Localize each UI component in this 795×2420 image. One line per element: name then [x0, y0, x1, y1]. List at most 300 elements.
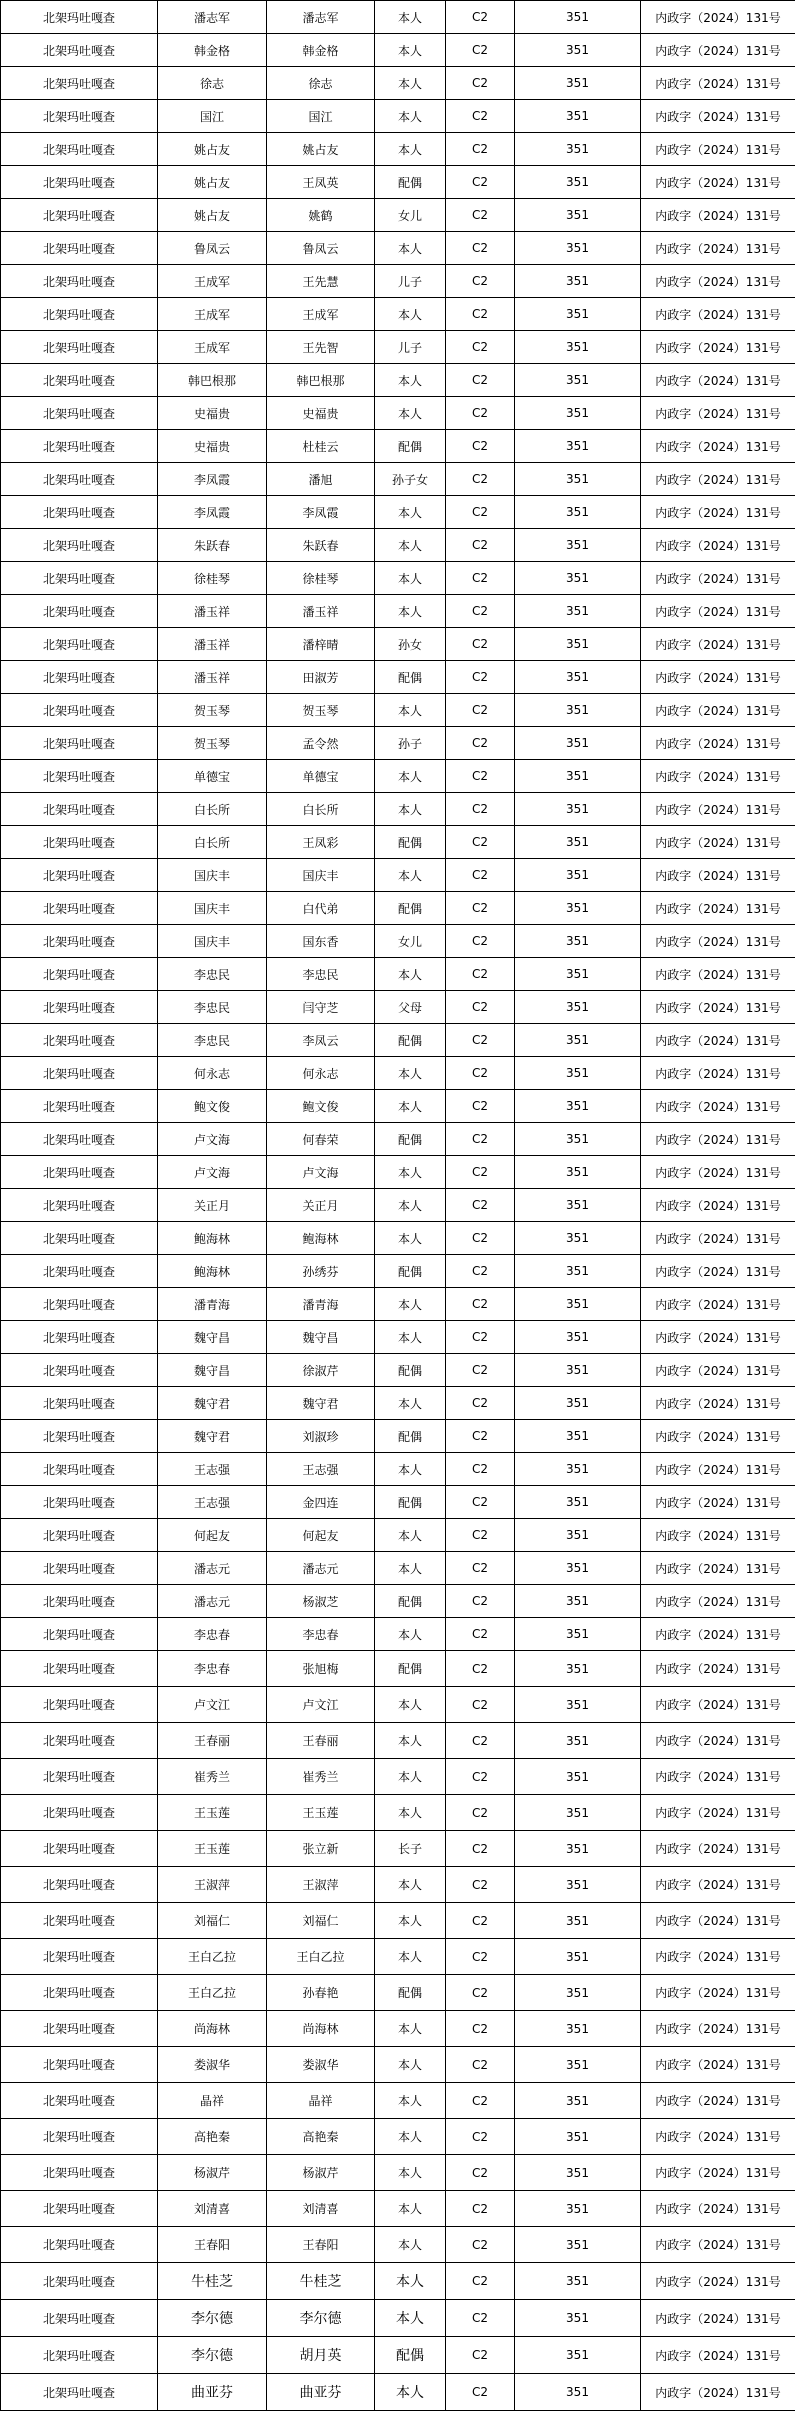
license-class-cell: C2	[446, 1, 515, 34]
member-name-cell: 潘青海	[267, 1288, 375, 1321]
table-row	[1, 595, 795, 628]
table-row	[1, 2083, 795, 2119]
household-head-cell: 李忠民	[158, 991, 267, 1024]
amount-cell: 351	[515, 1387, 641, 1420]
village-cell: 北架玛吐嘎查	[1, 463, 158, 496]
relation-cell: 本人	[375, 1387, 446, 1420]
amount-cell: 351	[515, 2374, 641, 2411]
relation-cell: 配偶	[375, 1420, 446, 1453]
relation-cell: 儿子	[375, 265, 446, 298]
household-head-cell: 潘玉祥	[158, 595, 267, 628]
license-class-cell: C2	[446, 1156, 515, 1189]
member-name-cell: 卢文江	[267, 1687, 375, 1723]
amount-cell: 351	[515, 1156, 641, 1189]
village-cell: 北架玛吐嘎查	[1, 628, 158, 661]
household-head-cell: 杨淑芹	[158, 2155, 267, 2191]
license-class-cell: C2	[446, 397, 515, 430]
member-name-cell: 闫守芝	[267, 991, 375, 1024]
table-row	[1, 1519, 795, 1552]
license-class-cell: C2	[446, 2119, 515, 2155]
amount-cell: 351	[515, 826, 641, 859]
document-number-cell: 内政字（2024）131号	[641, 2119, 795, 2155]
household-head-cell: 王玉莲	[158, 1831, 267, 1867]
amount-cell: 351	[515, 1222, 641, 1255]
household-head-cell: 李凤霞	[158, 496, 267, 529]
member-name-cell: 国庆丰	[267, 859, 375, 892]
relation-cell: 本人	[375, 232, 446, 265]
household-head-cell: 娄淑华	[158, 2047, 267, 2083]
table-row	[1, 1831, 795, 1867]
amount-cell: 351	[515, 1354, 641, 1387]
relation-cell: 儿子	[375, 331, 446, 364]
relation-cell: 本人	[375, 1618, 446, 1651]
table-row	[1, 1903, 795, 1939]
table-row	[1, 2155, 795, 2191]
household-head-cell: 史福贵	[158, 430, 267, 463]
license-class-cell: C2	[446, 1831, 515, 1867]
member-name-cell: 张旭梅	[267, 1651, 375, 1687]
table-row	[1, 1723, 795, 1759]
amount-cell: 351	[515, 1288, 641, 1321]
relation-cell: 本人	[375, 1288, 446, 1321]
table-row	[1, 364, 795, 397]
amount-cell: 351	[515, 1585, 641, 1618]
table-row	[1, 2263, 795, 2300]
amount-cell: 351	[515, 1057, 641, 1090]
table-row	[1, 1, 795, 34]
license-class-cell: C2	[446, 2337, 515, 2374]
document-number-cell: 内政字（2024）131号	[641, 1519, 795, 1552]
village-cell: 北架玛吐嘎查	[1, 1453, 158, 1486]
table-row	[1, 1123, 795, 1156]
amount-cell: 351	[515, 1519, 641, 1552]
relation-cell: 女儿	[375, 199, 446, 232]
document-number-cell: 内政字（2024）131号	[641, 1156, 795, 1189]
member-name-cell: 鲁凤云	[267, 232, 375, 265]
village-cell: 北架玛吐嘎查	[1, 727, 158, 760]
license-class-cell: C2	[446, 199, 515, 232]
village-cell: 北架玛吐嘎查	[1, 232, 158, 265]
member-name-cell: 国江	[267, 100, 375, 133]
household-head-cell: 鲁凤云	[158, 232, 267, 265]
license-class-cell: C2	[446, 1453, 515, 1486]
relation-cell: 配偶	[375, 1651, 446, 1687]
document-number-cell: 内政字（2024）131号	[641, 331, 795, 364]
license-class-cell: C2	[446, 2374, 515, 2411]
table-row	[1, 1354, 795, 1387]
member-name-cell: 潘志元	[267, 1552, 375, 1585]
household-head-cell: 贺玉琴	[158, 727, 267, 760]
member-name-cell: 刘淑珍	[267, 1420, 375, 1453]
village-cell: 北架玛吐嘎查	[1, 793, 158, 826]
household-head-cell: 高艳秦	[158, 2119, 267, 2155]
amount-cell: 351	[515, 1795, 641, 1831]
table-row	[1, 199, 795, 232]
amount-cell: 351	[515, 1189, 641, 1222]
household-head-cell: 潘玉祥	[158, 628, 267, 661]
amount-cell: 351	[515, 232, 641, 265]
table-row	[1, 232, 795, 265]
document-number-cell: 内政字（2024）131号	[641, 1354, 795, 1387]
household-head-cell: 李忠民	[158, 958, 267, 991]
member-name-cell: 王淑萍	[267, 1867, 375, 1903]
member-name-cell: 鲍文俊	[267, 1090, 375, 1123]
document-number-cell: 内政字（2024）131号	[641, 2011, 795, 2047]
household-head-cell: 魏守昌	[158, 1321, 267, 1354]
amount-cell: 351	[515, 1090, 641, 1123]
amount-cell: 351	[515, 34, 641, 67]
relation-cell: 本人	[375, 562, 446, 595]
table-row	[1, 826, 795, 859]
member-name-cell: 潘玉祥	[267, 595, 375, 628]
household-head-cell: 鲍海林	[158, 1222, 267, 1255]
document-number-cell: 内政字（2024）131号	[641, 793, 795, 826]
household-head-cell: 牛桂芝	[158, 2263, 267, 2300]
relation-cell: 本人	[375, 793, 446, 826]
relation-cell: 本人	[375, 100, 446, 133]
license-class-cell: C2	[446, 1795, 515, 1831]
license-class-cell: C2	[446, 1090, 515, 1123]
license-class-cell: C2	[446, 628, 515, 661]
household-head-cell: 鲍文俊	[158, 1090, 267, 1123]
table-row	[1, 67, 795, 100]
member-name-cell: 孙春艳	[267, 1975, 375, 2011]
relation-cell: 本人	[375, 1687, 446, 1723]
license-class-cell: C2	[446, 1387, 515, 1420]
household-head-cell: 贺玉琴	[158, 694, 267, 727]
village-cell: 北架玛吐嘎查	[1, 298, 158, 331]
village-cell: 北架玛吐嘎查	[1, 1, 158, 34]
household-head-cell: 王春丽	[158, 1723, 267, 1759]
license-class-cell: C2	[446, 925, 515, 958]
member-name-cell: 单德宝	[267, 760, 375, 793]
member-name-cell: 姚占友	[267, 133, 375, 166]
license-class-cell: C2	[446, 298, 515, 331]
document-number-cell: 内政字（2024）131号	[641, 1123, 795, 1156]
relation-cell: 本人	[375, 2263, 446, 2300]
document-number-cell: 内政字（2024）131号	[641, 1288, 795, 1321]
village-cell: 北架玛吐嘎查	[1, 397, 158, 430]
table-row	[1, 2337, 795, 2374]
table-row	[1, 2227, 795, 2263]
amount-cell: 351	[515, 661, 641, 694]
document-number-cell: 内政字（2024）131号	[641, 661, 795, 694]
member-name-cell: 胡月英	[267, 2337, 375, 2374]
member-name-cell: 刘清喜	[267, 2191, 375, 2227]
household-head-cell: 卢文江	[158, 1687, 267, 1723]
member-name-cell: 姚鹤	[267, 199, 375, 232]
village-cell: 北架玛吐嘎查	[1, 1057, 158, 1090]
relation-cell: 本人	[375, 595, 446, 628]
village-cell: 北架玛吐嘎查	[1, 100, 158, 133]
member-name-cell: 何起友	[267, 1519, 375, 1552]
household-head-cell: 尚海林	[158, 2011, 267, 2047]
document-number-cell: 内政字（2024）131号	[641, 2047, 795, 2083]
member-name-cell: 娄淑华	[267, 2047, 375, 2083]
household-head-cell: 潘志军	[158, 1, 267, 34]
table-row	[1, 2011, 795, 2047]
amount-cell: 351	[515, 1831, 641, 1867]
member-name-cell: 金四连	[267, 1486, 375, 1519]
amount-cell: 351	[515, 760, 641, 793]
license-class-cell: C2	[446, 1552, 515, 1585]
relation-cell: 本人	[375, 1222, 446, 1255]
member-name-cell: 王先慧	[267, 265, 375, 298]
table-row	[1, 1975, 795, 2011]
table-row	[1, 991, 795, 1024]
amount-cell: 351	[515, 991, 641, 1024]
relation-cell: 本人	[375, 496, 446, 529]
relation-cell: 本人	[375, 2191, 446, 2227]
relation-cell: 父母	[375, 991, 446, 1024]
document-number-cell: 内政字（2024）131号	[641, 958, 795, 991]
household-head-cell: 关正月	[158, 1189, 267, 1222]
table-row	[1, 2119, 795, 2155]
household-head-cell: 王淑萍	[158, 1867, 267, 1903]
village-cell: 北架玛吐嘎查	[1, 1156, 158, 1189]
household-head-cell: 李忠春	[158, 1618, 267, 1651]
document-number-cell: 内政字（2024）131号	[641, 925, 795, 958]
table-row	[1, 265, 795, 298]
household-head-cell: 韩金格	[158, 34, 267, 67]
document-number-cell: 内政字（2024）131号	[641, 2374, 795, 2411]
amount-cell: 351	[515, 628, 641, 661]
relation-cell: 配偶	[375, 661, 446, 694]
license-class-cell: C2	[446, 364, 515, 397]
document-number-cell: 内政字（2024）131号	[641, 859, 795, 892]
relation-cell: 本人	[375, 1321, 446, 1354]
license-class-cell: C2	[446, 2047, 515, 2083]
household-head-cell: 卢文海	[158, 1123, 267, 1156]
table-row	[1, 1453, 795, 1486]
member-name-cell: 张立新	[267, 1831, 375, 1867]
document-number-cell: 内政字（2024）131号	[641, 1090, 795, 1123]
village-cell: 北架玛吐嘎查	[1, 1903, 158, 1939]
document-number-cell: 内政字（2024）131号	[641, 1552, 795, 1585]
household-head-cell: 刘福仁	[158, 1903, 267, 1939]
amount-cell: 351	[515, 529, 641, 562]
village-cell: 北架玛吐嘎查	[1, 1585, 158, 1618]
license-class-cell: C2	[446, 67, 515, 100]
member-name-cell: 贺玉琴	[267, 694, 375, 727]
village-cell: 北架玛吐嘎查	[1, 859, 158, 892]
village-cell: 北架玛吐嘎查	[1, 199, 158, 232]
table-row	[1, 562, 795, 595]
document-number-cell: 内政字（2024）131号	[641, 826, 795, 859]
relation-cell: 本人	[375, 1, 446, 34]
table-row	[1, 694, 795, 727]
license-class-cell: C2	[446, 2011, 515, 2047]
table-row	[1, 892, 795, 925]
license-class-cell: C2	[446, 1420, 515, 1453]
license-class-cell: C2	[446, 2227, 515, 2263]
document-number-cell: 内政字（2024）131号	[641, 2227, 795, 2263]
license-class-cell: C2	[446, 1486, 515, 1519]
member-name-cell: 杜桂云	[267, 430, 375, 463]
document-number-cell: 内政字（2024）131号	[641, 1651, 795, 1687]
relation-cell: 本人	[375, 1189, 446, 1222]
member-name-cell: 王凤英	[267, 166, 375, 199]
household-head-cell: 国江	[158, 100, 267, 133]
village-cell: 北架玛吐嘎查	[1, 2011, 158, 2047]
household-head-cell: 魏守君	[158, 1420, 267, 1453]
document-number-cell: 内政字（2024）131号	[641, 100, 795, 133]
document-number-cell: 内政字（2024）131号	[641, 1453, 795, 1486]
document-number-cell: 内政字（2024）131号	[641, 562, 795, 595]
license-class-cell: C2	[446, 1867, 515, 1903]
amount-cell: 351	[515, 298, 641, 331]
amount-cell: 351	[515, 2047, 641, 2083]
license-class-cell: C2	[446, 2263, 515, 2300]
relation-cell: 本人	[375, 1759, 446, 1795]
license-class-cell: C2	[446, 166, 515, 199]
license-class-cell: C2	[446, 232, 515, 265]
table-row	[1, 298, 795, 331]
amount-cell: 351	[515, 1255, 641, 1288]
household-head-cell: 白长所	[158, 793, 267, 826]
license-class-cell: C2	[446, 463, 515, 496]
relation-cell: 本人	[375, 2083, 446, 2119]
relation-cell: 本人	[375, 2011, 446, 2047]
license-class-cell: C2	[446, 1903, 515, 1939]
village-cell: 北架玛吐嘎查	[1, 661, 158, 694]
license-class-cell: C2	[446, 430, 515, 463]
amount-cell: 351	[515, 2300, 641, 2337]
amount-cell: 351	[515, 199, 641, 232]
amount-cell: 351	[515, 1687, 641, 1723]
document-number-cell: 内政字（2024）131号	[641, 2263, 795, 2300]
table-row	[1, 1255, 795, 1288]
amount-cell: 351	[515, 430, 641, 463]
amount-cell: 351	[515, 1651, 641, 1687]
document-number-cell: 内政字（2024）131号	[641, 67, 795, 100]
license-class-cell: C2	[446, 1222, 515, 1255]
amount-cell: 351	[515, 265, 641, 298]
household-head-cell: 何永志	[158, 1057, 267, 1090]
village-cell: 北架玛吐嘎查	[1, 694, 158, 727]
relation-cell: 本人	[375, 2300, 446, 2337]
household-head-cell: 姚占友	[158, 199, 267, 232]
village-cell: 北架玛吐嘎查	[1, 2263, 158, 2300]
table-row	[1, 1687, 795, 1723]
member-name-cell: 李凤云	[267, 1024, 375, 1057]
village-cell: 北架玛吐嘎查	[1, 1387, 158, 1420]
amount-cell: 351	[515, 694, 641, 727]
household-head-cell: 王白乙拉	[158, 1939, 267, 1975]
household-head-cell: 晶祥	[158, 2083, 267, 2119]
village-cell: 北架玛吐嘎查	[1, 1759, 158, 1795]
license-class-cell: C2	[446, 661, 515, 694]
relation-cell: 本人	[375, 529, 446, 562]
household-head-cell: 王志强	[158, 1486, 267, 1519]
document-number-cell: 内政字（2024）131号	[641, 760, 795, 793]
license-class-cell: C2	[446, 265, 515, 298]
relation-cell: 孙子女	[375, 463, 446, 496]
license-class-cell: C2	[446, 1585, 515, 1618]
household-head-cell: 曲亚芬	[158, 2374, 267, 2411]
license-class-cell: C2	[446, 826, 515, 859]
document-number-cell: 内政字（2024）131号	[641, 2083, 795, 2119]
license-class-cell: C2	[446, 958, 515, 991]
relation-cell: 孙子	[375, 727, 446, 760]
license-class-cell: C2	[446, 1687, 515, 1723]
license-class-cell: C2	[446, 1255, 515, 1288]
member-name-cell: 朱跃春	[267, 529, 375, 562]
relation-cell: 本人	[375, 760, 446, 793]
village-cell: 北架玛吐嘎查	[1, 1618, 158, 1651]
table-row	[1, 1618, 795, 1651]
amount-cell: 351	[515, 496, 641, 529]
document-number-cell: 内政字（2024）131号	[641, 364, 795, 397]
relation-cell: 配偶	[375, 1255, 446, 1288]
license-class-cell: C2	[446, 694, 515, 727]
amount-cell: 351	[515, 1759, 641, 1795]
member-name-cell: 鲍海林	[267, 1222, 375, 1255]
relation-cell: 本人	[375, 1867, 446, 1903]
relation-cell: 配偶	[375, 1354, 446, 1387]
table-row	[1, 397, 795, 430]
member-name-cell: 徐志	[267, 67, 375, 100]
amount-cell: 351	[515, 2227, 641, 2263]
table-row	[1, 496, 795, 529]
relation-cell: 本人	[375, 133, 446, 166]
table-row	[1, 1387, 795, 1420]
amount-cell: 351	[515, 1453, 641, 1486]
member-name-cell: 徐桂琴	[267, 562, 375, 595]
household-head-cell: 单德宝	[158, 760, 267, 793]
license-class-cell: C2	[446, 991, 515, 1024]
member-name-cell: 国东香	[267, 925, 375, 958]
member-name-cell: 孟令然	[267, 727, 375, 760]
household-head-cell: 国庆丰	[158, 925, 267, 958]
document-number-cell: 内政字（2024）131号	[641, 628, 795, 661]
license-class-cell: C2	[446, 727, 515, 760]
village-cell: 北架玛吐嘎查	[1, 2083, 158, 2119]
relation-cell: 配偶	[375, 430, 446, 463]
member-name-cell: 关正月	[267, 1189, 375, 1222]
table-row	[1, 1651, 795, 1687]
table-row	[1, 2191, 795, 2227]
village-cell: 北架玛吐嘎查	[1, 1939, 158, 1975]
amount-cell: 351	[515, 2337, 641, 2374]
license-class-cell: C2	[446, 1123, 515, 1156]
member-name-cell: 徐淑芹	[267, 1354, 375, 1387]
village-cell: 北架玛吐嘎查	[1, 1651, 158, 1687]
amount-cell: 351	[515, 859, 641, 892]
village-cell: 北架玛吐嘎查	[1, 1687, 158, 1723]
relation-cell: 本人	[375, 1939, 446, 1975]
document-number-cell: 内政字（2024）131号	[641, 166, 795, 199]
household-head-cell: 鲍海林	[158, 1255, 267, 1288]
document-number-cell: 内政字（2024）131号	[641, 1618, 795, 1651]
document-number-cell: 内政字（2024）131号	[641, 1, 795, 34]
amount-cell: 351	[515, 2155, 641, 2191]
member-name-cell: 王凤彩	[267, 826, 375, 859]
license-class-cell: C2	[446, 1288, 515, 1321]
document-number-cell: 内政字（2024）131号	[641, 892, 795, 925]
table-row	[1, 34, 795, 67]
relation-cell: 本人	[375, 694, 446, 727]
village-cell: 北架玛吐嘎查	[1, 1552, 158, 1585]
village-cell: 北架玛吐嘎查	[1, 1795, 158, 1831]
village-cell: 北架玛吐嘎查	[1, 1255, 158, 1288]
relation-cell: 女儿	[375, 925, 446, 958]
village-cell: 北架玛吐嘎查	[1, 826, 158, 859]
amount-cell: 351	[515, 331, 641, 364]
document-number-cell: 内政字（2024）131号	[641, 2155, 795, 2191]
table-row	[1, 1552, 795, 1585]
village-cell: 北架玛吐嘎查	[1, 2337, 158, 2374]
